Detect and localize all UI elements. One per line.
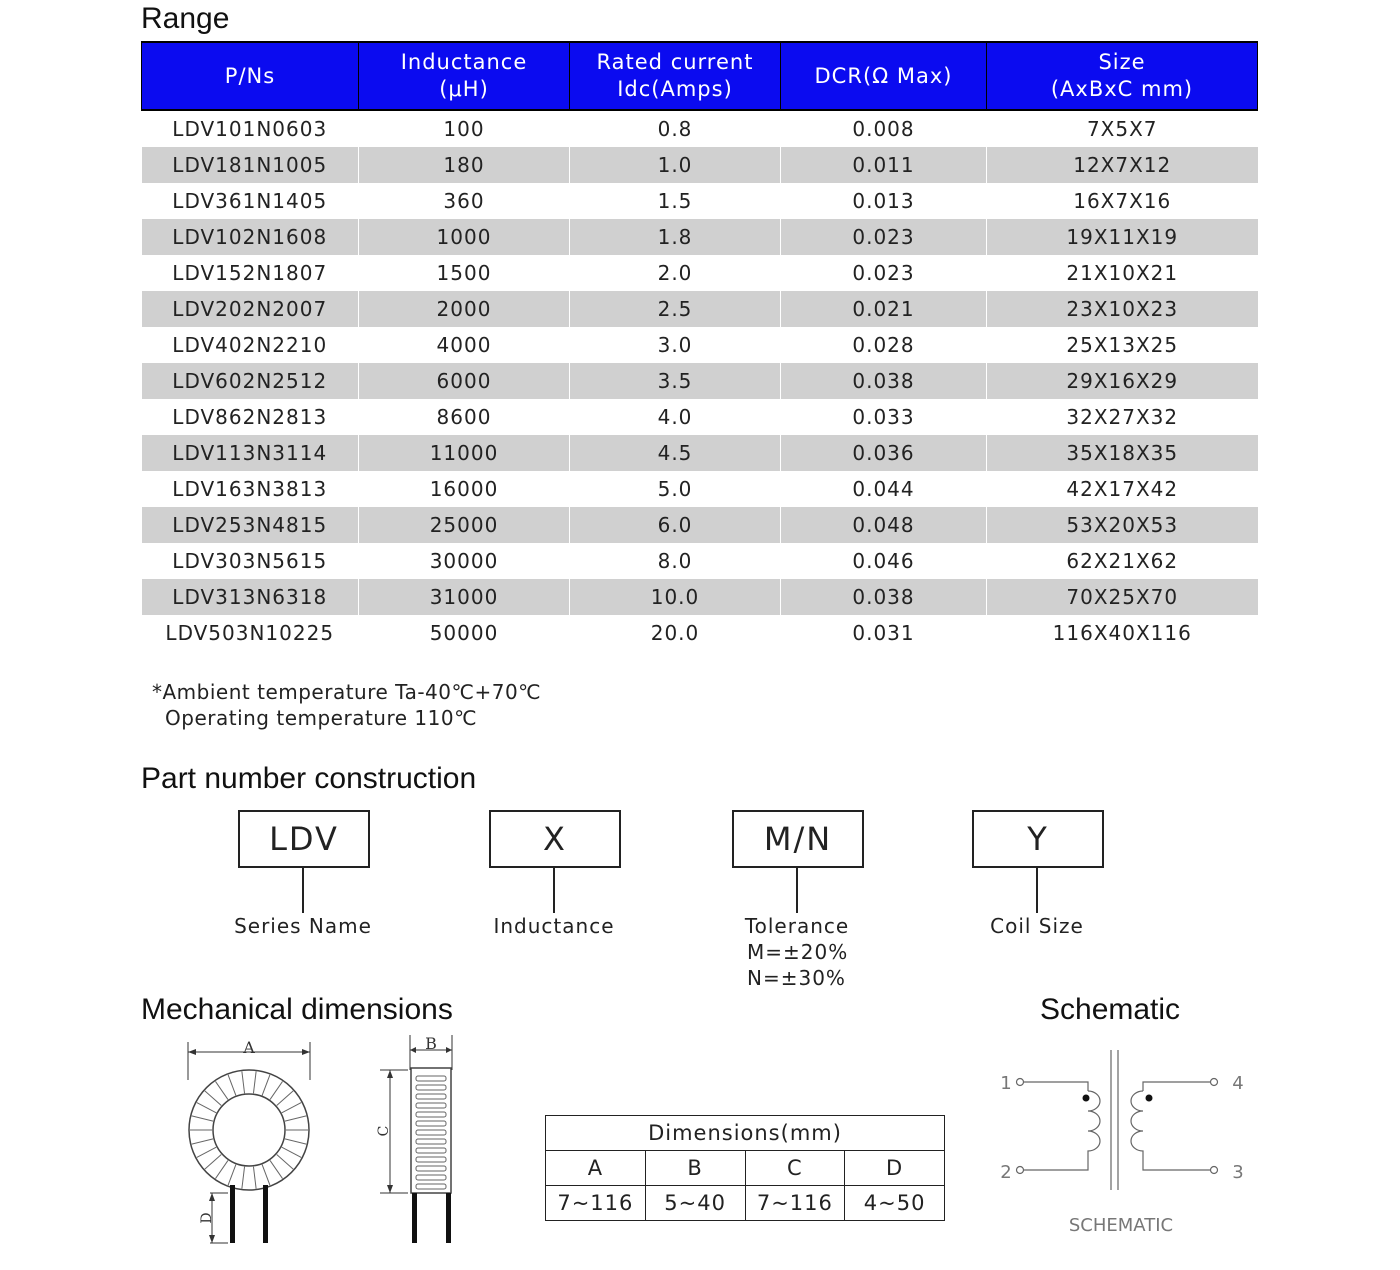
cell-size: 53X20X53	[987, 507, 1258, 543]
cell-dcr: 0.033	[781, 399, 987, 435]
pn-box-tolerance: M/N	[732, 810, 864, 868]
table-row	[142, 363, 1258, 399]
cell-rated-current: 8.0	[570, 543, 781, 579]
dim-header-d: D	[845, 1151, 945, 1186]
dim-header-a: A	[546, 1151, 646, 1186]
cell-size: 12X7X12	[987, 147, 1258, 183]
pn-label-inductance: Inductance	[493, 914, 615, 938]
cell-dcr: 0.046	[781, 543, 987, 579]
pn-label-tolerance: Tolerance	[744, 914, 850, 938]
cell-inductance: 4000	[359, 327, 570, 363]
dim-value-c: 7~116	[745, 1186, 845, 1221]
cell-size: 116X40X116	[987, 615, 1258, 651]
pn-box-inductance: X	[489, 810, 621, 868]
cell-size: 35X18X35	[987, 435, 1258, 471]
cell-inductance: 1000	[359, 219, 570, 255]
cell-rated-current: 1.0	[570, 147, 781, 183]
dim-label-a: A	[243, 1038, 255, 1057]
cell-dcr: 0.048	[781, 507, 987, 543]
cell-pn: LDV113N3114	[142, 435, 359, 471]
table-row	[142, 147, 1258, 183]
cell-dcr: 0.021	[781, 291, 987, 327]
cell-rated-current: 2.0	[570, 255, 781, 291]
cell-inductance: 360	[359, 183, 570, 219]
cell-size: 23X10X23	[987, 291, 1258, 327]
pn-connector-coil-size	[1036, 866, 1038, 913]
cell-rated-current: 20.0	[570, 615, 781, 651]
table-row	[142, 255, 1258, 291]
table-row	[142, 399, 1258, 435]
dimensions-table	[545, 1115, 945, 1221]
range-body	[142, 110, 1258, 651]
pn-connector-inductance	[553, 866, 555, 913]
cell-pn: LDV862N2813	[172, 405, 328, 429]
cell-inductance: 100	[359, 110, 570, 147]
cell-size: 19X11X19	[987, 219, 1258, 255]
pin-2-label: 2	[1000, 1162, 1012, 1183]
operating-temperature-note: Operating temperature 110℃	[165, 706, 478, 730]
cell-inductance: 50000	[359, 615, 570, 651]
pn-label-series: Series Name	[234, 914, 372, 938]
cell-pn: LDV602N2512	[142, 363, 359, 399]
cell-pn: LDV101N0603	[172, 117, 328, 141]
tolerance-option-n: N=±30%	[747, 966, 846, 990]
pn-box-series: LDV	[238, 810, 370, 868]
cell-pn: LDV152N1807	[172, 261, 328, 285]
cell-dcr: 0.036	[781, 435, 987, 471]
schematic-caption: SCHEMATIC	[1068, 1215, 1174, 1236]
toroid-drawing	[170, 1030, 480, 1255]
cell-rated-current: 6.0	[570, 507, 781, 543]
cell-pn: LDV102N1608	[142, 219, 359, 255]
cell-inductance: 2000	[359, 291, 570, 327]
cell-inductance: 11000	[359, 435, 570, 471]
cell-size: 21X10X21	[987, 255, 1258, 291]
cell-rated-current: 3.5	[570, 363, 781, 399]
cell-rated-current: 2.5	[570, 291, 781, 327]
pn-box-coil-size: Y	[972, 810, 1104, 868]
table-row	[142, 543, 1258, 579]
cell-dcr: 0.008	[781, 110, 987, 147]
dimensions-header-row	[546, 1151, 945, 1186]
range-header-row	[142, 42, 1258, 110]
dim-header-c: C	[745, 1151, 845, 1186]
dimensions-title: Dimensions(mm)	[546, 1116, 945, 1151]
cell-size: 62X21X62	[987, 543, 1258, 579]
dimensions-value-row	[546, 1186, 945, 1221]
cell-inductance: 1500	[359, 255, 570, 291]
table-row	[142, 327, 1258, 363]
cell-pn: LDV503N10225	[165, 621, 335, 645]
cell-size: 29X16X29	[987, 363, 1258, 399]
cell-inductance: 30000	[359, 543, 570, 579]
table-row	[142, 219, 1258, 255]
cell-dcr: 0.023	[781, 219, 987, 255]
dim-label-d: D	[199, 1212, 215, 1224]
cell-rated-current: 5.0	[570, 471, 781, 507]
cell-dcr: 0.013	[781, 183, 987, 219]
range-title: Range	[141, 2, 230, 35]
cell-pn: LDV402N2210	[172, 333, 328, 357]
cell-pn: LDV253N4815	[142, 507, 359, 543]
cell-dcr: 0.028	[781, 327, 987, 363]
cell-inductance: 31000	[359, 579, 570, 615]
cell-rated-current: 3.0	[570, 327, 781, 363]
table-row	[142, 471, 1258, 507]
table-row	[142, 615, 1258, 651]
cell-rated-current: 10.0	[570, 579, 781, 615]
header-size: Size (AxBxC mm)	[987, 42, 1258, 110]
cell-dcr: 0.038	[781, 363, 987, 399]
part-number-title: Part number construction	[141, 762, 477, 795]
cell-dcr: 0.023	[781, 255, 987, 291]
cell-inductance: 16000	[359, 471, 570, 507]
table-row	[142, 435, 1258, 471]
table-row	[142, 110, 1258, 147]
dim-label-c: C	[376, 1125, 392, 1137]
cell-rated-current: 4.5	[570, 435, 781, 471]
cell-dcr: 0.044	[781, 471, 987, 507]
dim-value-a: 7~116	[546, 1186, 646, 1221]
cell-dcr: 0.031	[781, 615, 987, 651]
cell-dcr: 0.038	[781, 579, 987, 615]
pin-4-label: 4	[1232, 1073, 1244, 1094]
dim-value-d: 4~50	[845, 1186, 945, 1221]
header-dcr: DCR(Ω Max)	[781, 42, 987, 110]
header-inductance: Inductance (μH)	[359, 42, 570, 110]
dim-value-b: 5~40	[645, 1186, 745, 1221]
table-row	[142, 507, 1258, 543]
cell-pn: LDV313N6318	[142, 579, 359, 615]
cell-inductance: 8600	[359, 399, 570, 435]
cell-size: 42X17X42	[987, 471, 1258, 507]
pn-connector-tolerance	[796, 866, 798, 913]
cell-pn: LDV361N1405	[172, 189, 328, 213]
schematic-drawing	[990, 1045, 1260, 1245]
dim-header-b: B	[645, 1151, 745, 1186]
range-table	[141, 41, 1258, 651]
header-rated-current: Rated current Idc(Amps)	[570, 42, 781, 110]
cell-size: 70X25X70	[987, 579, 1258, 615]
cell-rated-current: 1.5	[570, 183, 781, 219]
pin-1-label: 1	[1000, 1073, 1012, 1094]
cell-size: 16X7X16	[987, 183, 1258, 219]
table-row	[142, 291, 1258, 327]
mechanical-title: Mechanical dimensions	[141, 993, 453, 1026]
pin-3-label: 3	[1232, 1162, 1244, 1183]
cell-dcr: 0.011	[781, 147, 987, 183]
cell-pn: LDV303N5615	[172, 549, 328, 573]
cell-rated-current: 1.8	[570, 219, 781, 255]
tolerance-option-m: M=±20%	[747, 940, 849, 964]
header-pns: P/Ns	[142, 42, 359, 110]
dim-label-b: B	[425, 1034, 437, 1053]
ambient-temperature-note: *Ambient temperature Ta-40℃+70℃	[152, 680, 542, 704]
pn-connector-series	[302, 866, 304, 913]
cell-inductance: 6000	[359, 363, 570, 399]
cell-pn: LDV202N2007	[142, 291, 359, 327]
table-row	[142, 579, 1258, 615]
pn-label-coil-size: Coil Size	[990, 914, 1084, 938]
cell-size: 32X27X32	[987, 399, 1258, 435]
cell-size: 7X5X7	[987, 110, 1258, 147]
cell-size: 25X13X25	[987, 327, 1258, 363]
cell-pn: LDV163N3813	[172, 477, 328, 501]
cell-inductance: 25000	[359, 507, 570, 543]
schematic-title: Schematic	[1040, 993, 1181, 1026]
cell-inductance: 180	[359, 147, 570, 183]
cell-rated-current: 0.8	[570, 110, 781, 147]
cell-rated-current: 4.0	[570, 399, 781, 435]
table-row	[142, 183, 1258, 219]
cell-pn: LDV181N1005	[142, 147, 359, 183]
